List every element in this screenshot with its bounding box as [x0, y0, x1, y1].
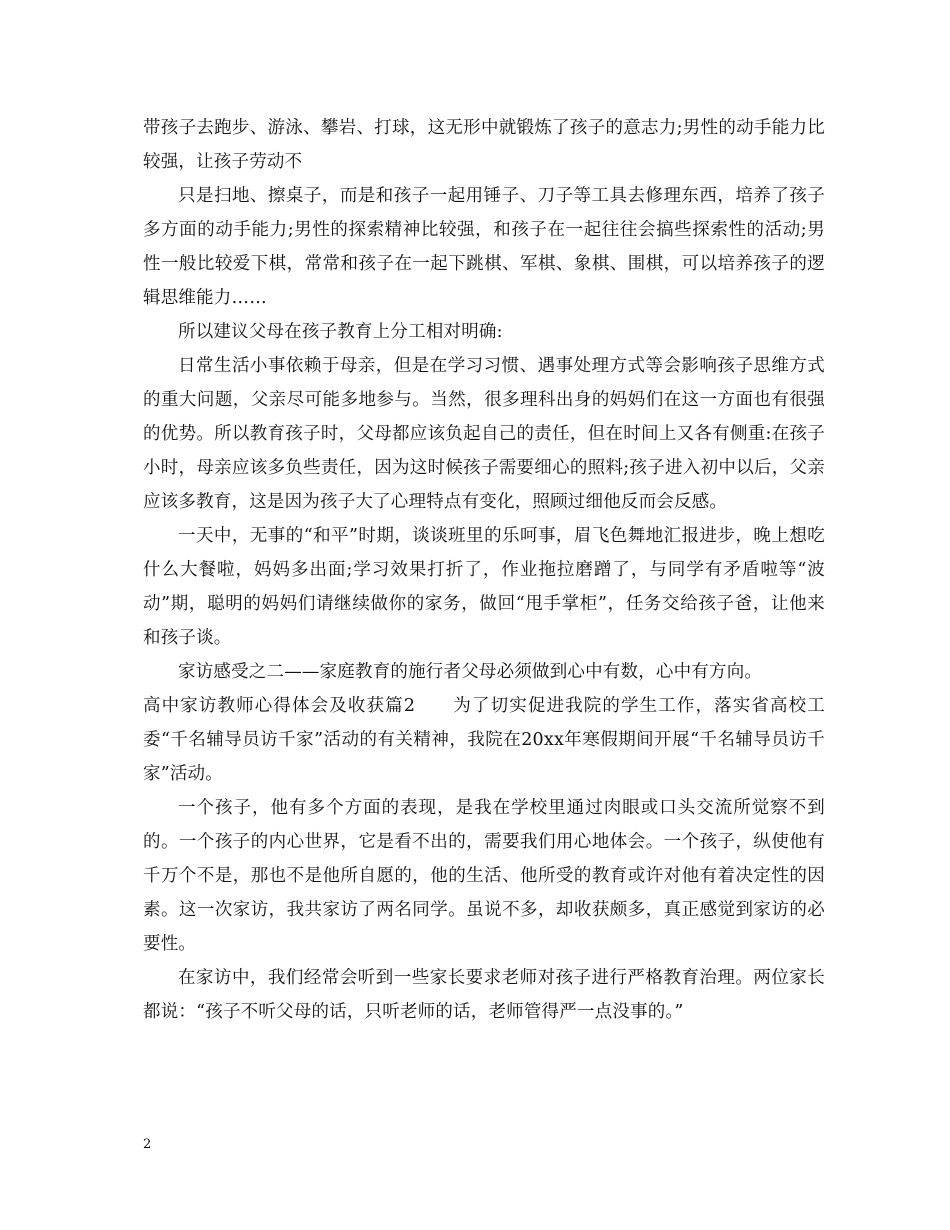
paragraph-6: 家访感受之二——家庭教育的施行者父母必须做到心中有数，心中有方向。	[178, 662, 763, 682]
paragraph-3: 所以建议父母在孩子教育上分工相对明确:	[178, 322, 503, 342]
paragraph-7: 高中家访教师心得体会及收获篇2 为了切实促进我院的学生工作，落实省高校工委“千名辅导员访千家”活动的有关精神，我院在20xx年寒假期间开展“千名辅导员访千家”活动。	[143, 696, 825, 784]
paragraph-4: 日常生活小事依赖于母亲，但是在学习习惯、遇事处理方式等会影响孩子思维方式的重大问题，父亲尽可能多地参与。当然，很多理科出身的妈妈们在这一方面也有很强的优势。所以教育孩子时，父母都应该负起自己的责任，但在时间上又各有侧重:在孩子小时，母亲应该多负些责任，因为这时候孩子需要细心的照料;孩子进入初中以后，父亲应该多教育，这是因为孩子大了心理特点有变化，照顾过细他反而会反感。	[143, 356, 825, 512]
paragraph-2: 只是扫地、擦桌子，而是和孩子一起用锤子、刀子等工具去修理东西，培养了孩子多方面的动手能力;男性的探索精神比较强，和孩子在一起往往会搞些探索性的活动;男性一般比较爱下棋，常常和孩子在一起下跳棋、军棋、象棋、围棋，可以培养孩子的逻辑思维能力……	[143, 186, 825, 308]
body-text	[143, 111, 825, 1029]
page-number: 2	[143, 1137, 152, 1152]
paragraph-1: 带孩子去跑步、游泳、攀岩、打球，这无形中就锻炼了孩子的意志力;男性的动手能力比较强，让孩子劳动不	[143, 118, 825, 172]
paragraph-8: 一个孩子，他有多个方面的表现，是我在学校里通过肉眼或口头交流所觉察不到的。一个孩子的内心世界，它是看不出的，需要我们用心地体会。一个孩子，纵使他有千万个不是，那也不是他所自愿的，他的生活、他所受的教育或许对他有着决定性的因素。这一次家访，我共家访了两名同学。虽说不多，却收获颇多，真正感觉到家访的必要性。	[143, 798, 825, 954]
paragraph-9: 在家访中，我们经常会听到一些家长要求老师对孩子进行严格教育治理。两位家长都说：“孩子不听父母的话，只听老师的话，老师管得严一点没事的。”	[143, 968, 825, 1022]
paragraph-5: 一天中，无事的“和平”时期，谈谈班里的乐呵事，眉飞色舞地汇报进步，晚上想吃什么大餐啦，妈妈多出面;学习效果打折了，作业拖拉磨蹭了，与同学有矛盾啦等“波动”期，聪明的妈妈们请继续做你的家务，做回“甩手掌柜”，任务交给孩子爸，让他来和孩子谈。	[143, 526, 825, 648]
